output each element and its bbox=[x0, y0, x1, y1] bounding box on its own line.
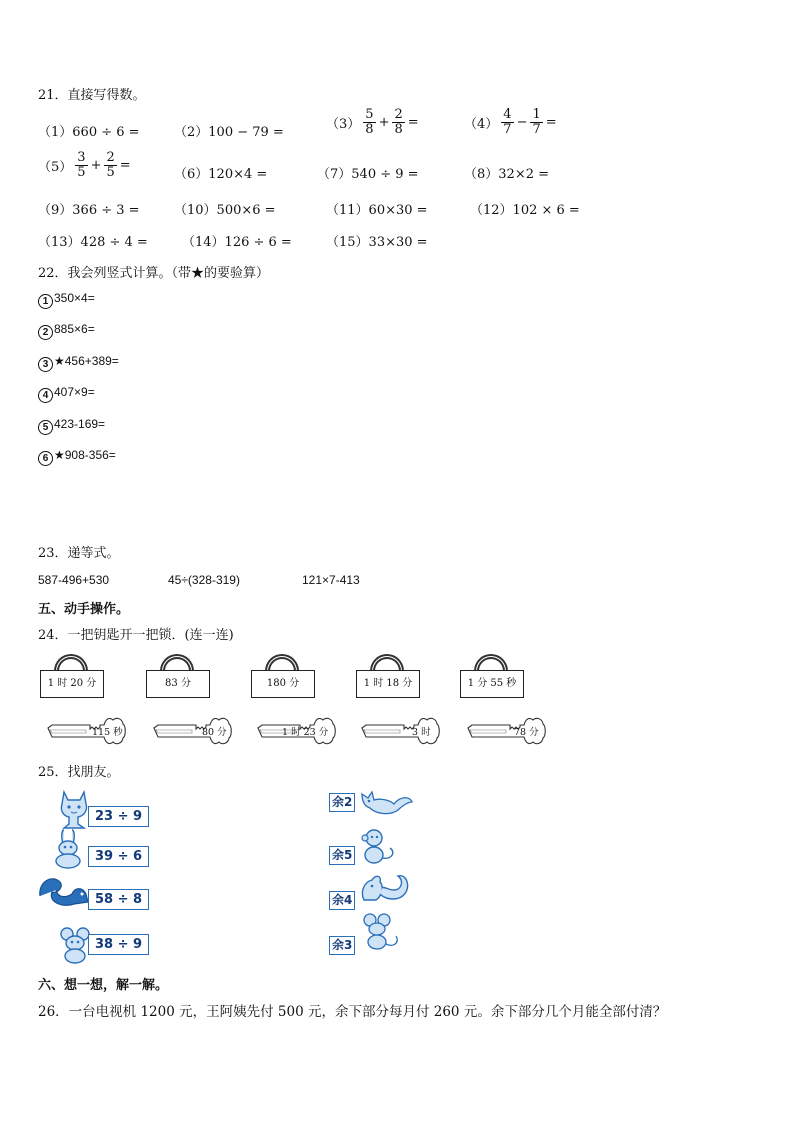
squirrel-icon bbox=[356, 870, 414, 910]
q24-title: 24．一把钥匙开一把锁．(连一连) bbox=[38, 628, 234, 643]
q21-item-11: （11）60×30 = bbox=[326, 203, 428, 218]
section6-heading: 六、想一想，解一解。 bbox=[38, 978, 169, 993]
q21-title: 21．直接写得数。 bbox=[38, 88, 146, 103]
remainder-box-3[interactable]: 余4 bbox=[329, 891, 355, 910]
expr-box-4[interactable]: 38 ÷ 9 bbox=[88, 934, 149, 955]
mouse-icon bbox=[58, 926, 92, 964]
q23-item-1: 587-496+530 bbox=[38, 573, 110, 587]
q22-item-6: 6 ★908-356= bbox=[38, 448, 116, 466]
key-4[interactable]: 3 时 bbox=[360, 717, 440, 745]
cat-icon bbox=[56, 788, 92, 830]
key-2[interactable]: 80 分 bbox=[152, 717, 232, 745]
q21-item-7: （7）540 ÷ 9 = bbox=[317, 167, 419, 182]
expr-box-3[interactable]: 58 ÷ 8 bbox=[88, 889, 149, 910]
mouse-icon bbox=[360, 912, 404, 952]
q22-item-4: 4 407×9= bbox=[38, 385, 95, 403]
q21-item-14: （14）126 ÷ 6 = bbox=[182, 235, 292, 250]
q22-item-3: 3 ★456+389= bbox=[38, 354, 119, 372]
q25-title: 25．找朋友。 bbox=[38, 765, 120, 780]
q22-item-5: 5 423-169= bbox=[38, 417, 105, 435]
fox-icon bbox=[360, 788, 414, 818]
q21-item-12: （12）102 × 6 = bbox=[470, 203, 580, 218]
q21-item-4: （4） $\frac{4}{7}$ − $\frac{1}{7}$ = bbox=[464, 107, 557, 137]
lock-2[interactable]: 83 分 bbox=[146, 654, 210, 700]
q21-item-10: （10）500×6 = bbox=[174, 203, 276, 218]
lock-1[interactable]: 1 时 20 分 bbox=[40, 654, 104, 700]
q21-item-9: （9）366 ÷ 3 = bbox=[38, 203, 140, 218]
expr-box-1[interactable]: 23 ÷ 9 bbox=[88, 806, 149, 827]
lock-4[interactable]: 1 时 18 分 bbox=[356, 654, 420, 700]
remainder-box-2[interactable]: 余5 bbox=[329, 846, 355, 865]
q23-item-2: 45÷(328-319) bbox=[168, 573, 240, 587]
q21-item-2: （2）100 − 79 = bbox=[174, 125, 284, 140]
q22-item-2: 2 885×6= bbox=[38, 322, 95, 340]
q21-item-6: （6）120×4 = bbox=[174, 167, 268, 182]
expr-box-2[interactable]: 39 ÷ 6 bbox=[88, 846, 149, 867]
key-1[interactable]: 115 秒 bbox=[46, 717, 126, 745]
q21-item-1: （1）660 ÷ 6 = bbox=[38, 125, 140, 140]
q21-item-8: （8）32×2 = bbox=[464, 167, 550, 182]
remainder-box-4[interactable]: 余3 bbox=[329, 936, 355, 955]
q21-item-13: （13）428 ÷ 4 = bbox=[38, 235, 148, 250]
key-5[interactable]: 78 分 bbox=[466, 717, 546, 745]
section5-heading: 五、动手操作。 bbox=[38, 602, 130, 617]
q23-item-3: 121×7-413 bbox=[302, 573, 360, 587]
remainder-box-1[interactable]: 余2 bbox=[329, 793, 355, 812]
q21-item-3: （3） $\frac{5}{8}$ + $\frac{2}{8}$ = bbox=[326, 107, 419, 137]
q22-title: 22．我会列竖式计算。（带★的要验算） bbox=[38, 266, 270, 281]
squirrel-icon bbox=[38, 872, 90, 912]
q26-text: 26．一台电视机 1200 元，王阿姨先付 500 元，余下部分每月付 260 元。余下部分几个月能全部付清？ bbox=[38, 1004, 667, 1020]
q21-item-15: （15）33×30 = bbox=[326, 235, 428, 250]
key-3[interactable]: 1 时 23 分 bbox=[256, 717, 336, 745]
monkey-icon bbox=[360, 828, 400, 868]
lock-5[interactable]: 1 分 55 秒 bbox=[460, 654, 524, 700]
q21-item-5: （5） $\frac{3}{5}$ + $\frac{2}{5}$ = bbox=[38, 150, 131, 180]
q23-title: 23．递等式。 bbox=[38, 546, 120, 561]
rabbit-icon bbox=[50, 828, 88, 870]
q22-item-1: 1 350×4= bbox=[38, 291, 95, 309]
lock-3[interactable]: 180 分 bbox=[251, 654, 315, 700]
